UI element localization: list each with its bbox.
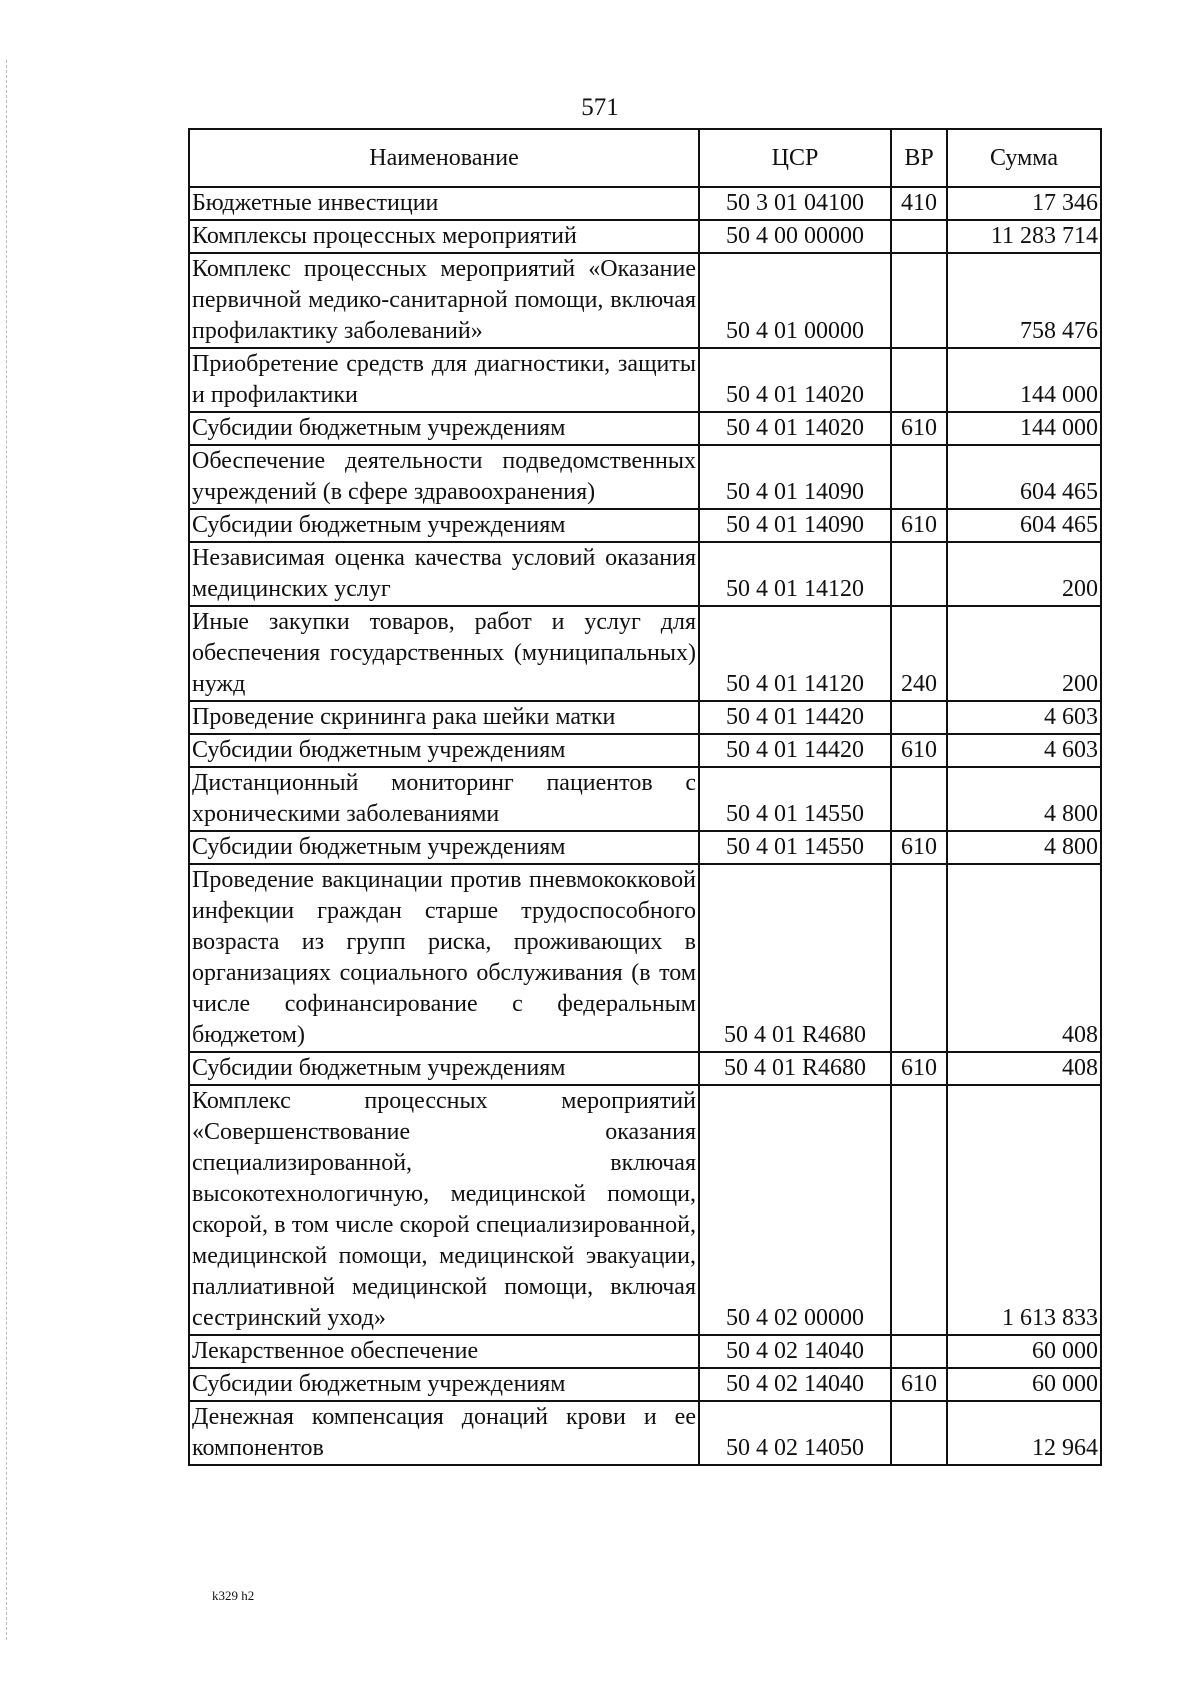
row-vr-cell: 610 (891, 509, 947, 542)
row-sum-cell: 408 (947, 1052, 1101, 1085)
row-sum-cell: 200 (947, 606, 1101, 701)
row-vr-cell (891, 220, 947, 253)
row-sum-cell: 11 283 714 (947, 220, 1101, 253)
row-name-cell: Проведение скрининга рака шейки матки (189, 701, 699, 734)
row-sum-cell: 60 000 (947, 1368, 1101, 1401)
table-row (189, 187, 1101, 220)
row-vr-cell (891, 767, 947, 831)
row-sum-cell: 144 000 (947, 412, 1101, 445)
row-name-cell: Субсидии бюджетным учреждениям (189, 509, 699, 542)
row-vr-cell: 610 (891, 1052, 947, 1085)
row-vr-cell: 410 (891, 187, 947, 220)
table-row (189, 734, 1101, 767)
row-name-cell: Иные закупки товаров, работ и услуг для обеспечения государственных (муниципальных) нужд (189, 606, 699, 701)
row-csr-cell: 50 4 01 R4680 (699, 864, 891, 1052)
row-name-cell: Комплекс процессных мероприятий «Оказание первичной медико-санитарной помощи, включая профилактику заболеваний» (189, 253, 699, 348)
row-csr-cell: 50 4 01 14020 (699, 412, 891, 445)
row-name-cell: Комплексы процессных мероприятий (189, 220, 699, 253)
row-csr-cell: 50 4 01 14120 (699, 606, 891, 701)
header-vr: ВР (891, 129, 947, 187)
row-csr-cell: 50 4 00 00000 (699, 220, 891, 253)
table-row (189, 606, 1101, 701)
row-vr-cell (891, 253, 947, 348)
row-vr-cell: 610 (891, 734, 947, 767)
footer-code: k329 h2 (212, 1588, 255, 1603)
table-row (189, 509, 1101, 542)
budget-table (188, 128, 1102, 1466)
table-row (189, 348, 1101, 412)
row-sum-cell: 12 964 (947, 1401, 1101, 1465)
row-csr-cell: 50 3 01 04100 (699, 187, 891, 220)
row-sum-cell: 758 476 (947, 253, 1101, 348)
row-csr-cell: 50 4 02 00000 (699, 1085, 891, 1335)
row-name-cell: Субсидии бюджетным учреждениям (189, 1052, 699, 1085)
row-csr-cell: 50 4 01 14420 (699, 701, 891, 734)
row-csr-cell: 50 4 02 14040 (699, 1368, 891, 1401)
row-sum-cell: 17 346 (947, 187, 1101, 220)
table-row (189, 864, 1101, 1052)
table-row (189, 542, 1101, 606)
header-sum: Сумма (947, 129, 1101, 187)
row-csr-cell: 50 4 02 14040 (699, 1335, 891, 1368)
row-csr-cell: 50 4 02 14050 (699, 1401, 891, 1465)
row-vr-cell (891, 1401, 947, 1465)
row-name-cell: Субсидии бюджетным учреждениям (189, 831, 699, 864)
row-name-cell: Лекарственное обеспечение (189, 1335, 699, 1368)
row-name-cell: Субсидии бюджетным учреждениям (189, 412, 699, 445)
row-vr-cell: 610 (891, 412, 947, 445)
row-csr-cell: 50 4 01 14020 (699, 348, 891, 412)
row-csr-cell: 50 4 01 00000 (699, 253, 891, 348)
row-sum-cell: 4 800 (947, 767, 1101, 831)
row-vr-cell (891, 701, 947, 734)
row-sum-cell: 4 603 (947, 734, 1101, 767)
table-row (189, 1335, 1101, 1368)
row-vr-cell: 610 (891, 831, 947, 864)
table-header-row (189, 129, 1101, 187)
header-name: Наименование (189, 129, 699, 187)
row-name-cell: Комплекс процессных мероприятий «Совершенствование оказания специализированной, включая высокотехнологичную, медицинской помощи, скорой, в том числе скорой специализированной, медицинской помощи, медицинской эвакуации, паллиативной медицинской помощи, включая сестринский уход» (189, 1085, 699, 1335)
table-row (189, 253, 1101, 348)
row-csr-cell: 50 4 01 14420 (699, 734, 891, 767)
row-name-cell: Дистанционный мониторинг пациентов с хроническими заболеваниями (189, 767, 699, 831)
row-name-cell: Субсидии бюджетным учреждениям (189, 1368, 699, 1401)
row-vr-cell (891, 864, 947, 1052)
row-csr-cell: 50 4 01 14090 (699, 509, 891, 542)
table-row (189, 1052, 1101, 1085)
row-sum-cell: 1 613 833 (947, 1085, 1101, 1335)
table-row (189, 1401, 1101, 1465)
row-vr-cell: 240 (891, 606, 947, 701)
row-sum-cell: 408 (947, 864, 1101, 1052)
row-csr-cell: 50 4 01 14120 (699, 542, 891, 606)
table-row (189, 220, 1101, 253)
scan-edge-line (6, 60, 8, 1640)
row-name-cell: Субсидии бюджетным учреждениям (189, 734, 699, 767)
row-vr-cell (891, 1335, 947, 1368)
row-name-cell: Приобретение средств для диагностики, защиты и профилактики (189, 348, 699, 412)
row-name-cell: Независимая оценка качества условий оказания медицинских услуг (189, 542, 699, 606)
row-csr-cell: 50 4 01 R4680 (699, 1052, 891, 1085)
row-sum-cell: 4 800 (947, 831, 1101, 864)
table-row (189, 831, 1101, 864)
row-sum-cell: 604 465 (947, 445, 1101, 509)
header-csr: ЦСР (699, 129, 891, 187)
row-sum-cell: 200 (947, 542, 1101, 606)
row-csr-cell: 50 4 01 14550 (699, 767, 891, 831)
row-sum-cell: 4 603 (947, 701, 1101, 734)
row-vr-cell (891, 1085, 947, 1335)
row-sum-cell: 144 000 (947, 348, 1101, 412)
row-vr-cell (891, 445, 947, 509)
row-name-cell: Проведение вакцинации против пневмококковой инфекции граждан старше трудоспособного возраста из групп риска, проживающих в организациях социального обслуживания (в том числе софинансирование с федеральным бюджетом) (189, 864, 699, 1052)
table-row (189, 767, 1101, 831)
row-csr-cell: 50 4 01 14550 (699, 831, 891, 864)
table-row (189, 1085, 1101, 1335)
table-body (189, 187, 1101, 1465)
row-name-cell: Денежная компенсация донаций крови и ее компонентов (189, 1401, 699, 1465)
row-sum-cell: 60 000 (947, 1335, 1101, 1368)
row-name-cell: Обеспечение деятельности подведомственных учреждений (в сфере здравоохранения) (189, 445, 699, 509)
page-number: 571 (581, 94, 619, 121)
row-sum-cell: 604 465 (947, 509, 1101, 542)
table-row (189, 1368, 1101, 1401)
row-vr-cell (891, 542, 947, 606)
table-row (189, 445, 1101, 509)
table-row (189, 701, 1101, 734)
row-csr-cell: 50 4 01 14090 (699, 445, 891, 509)
row-vr-cell: 610 (891, 1368, 947, 1401)
row-vr-cell (891, 348, 947, 412)
row-name-cell: Бюджетные инвестиции (189, 187, 699, 220)
table-row (189, 412, 1101, 445)
